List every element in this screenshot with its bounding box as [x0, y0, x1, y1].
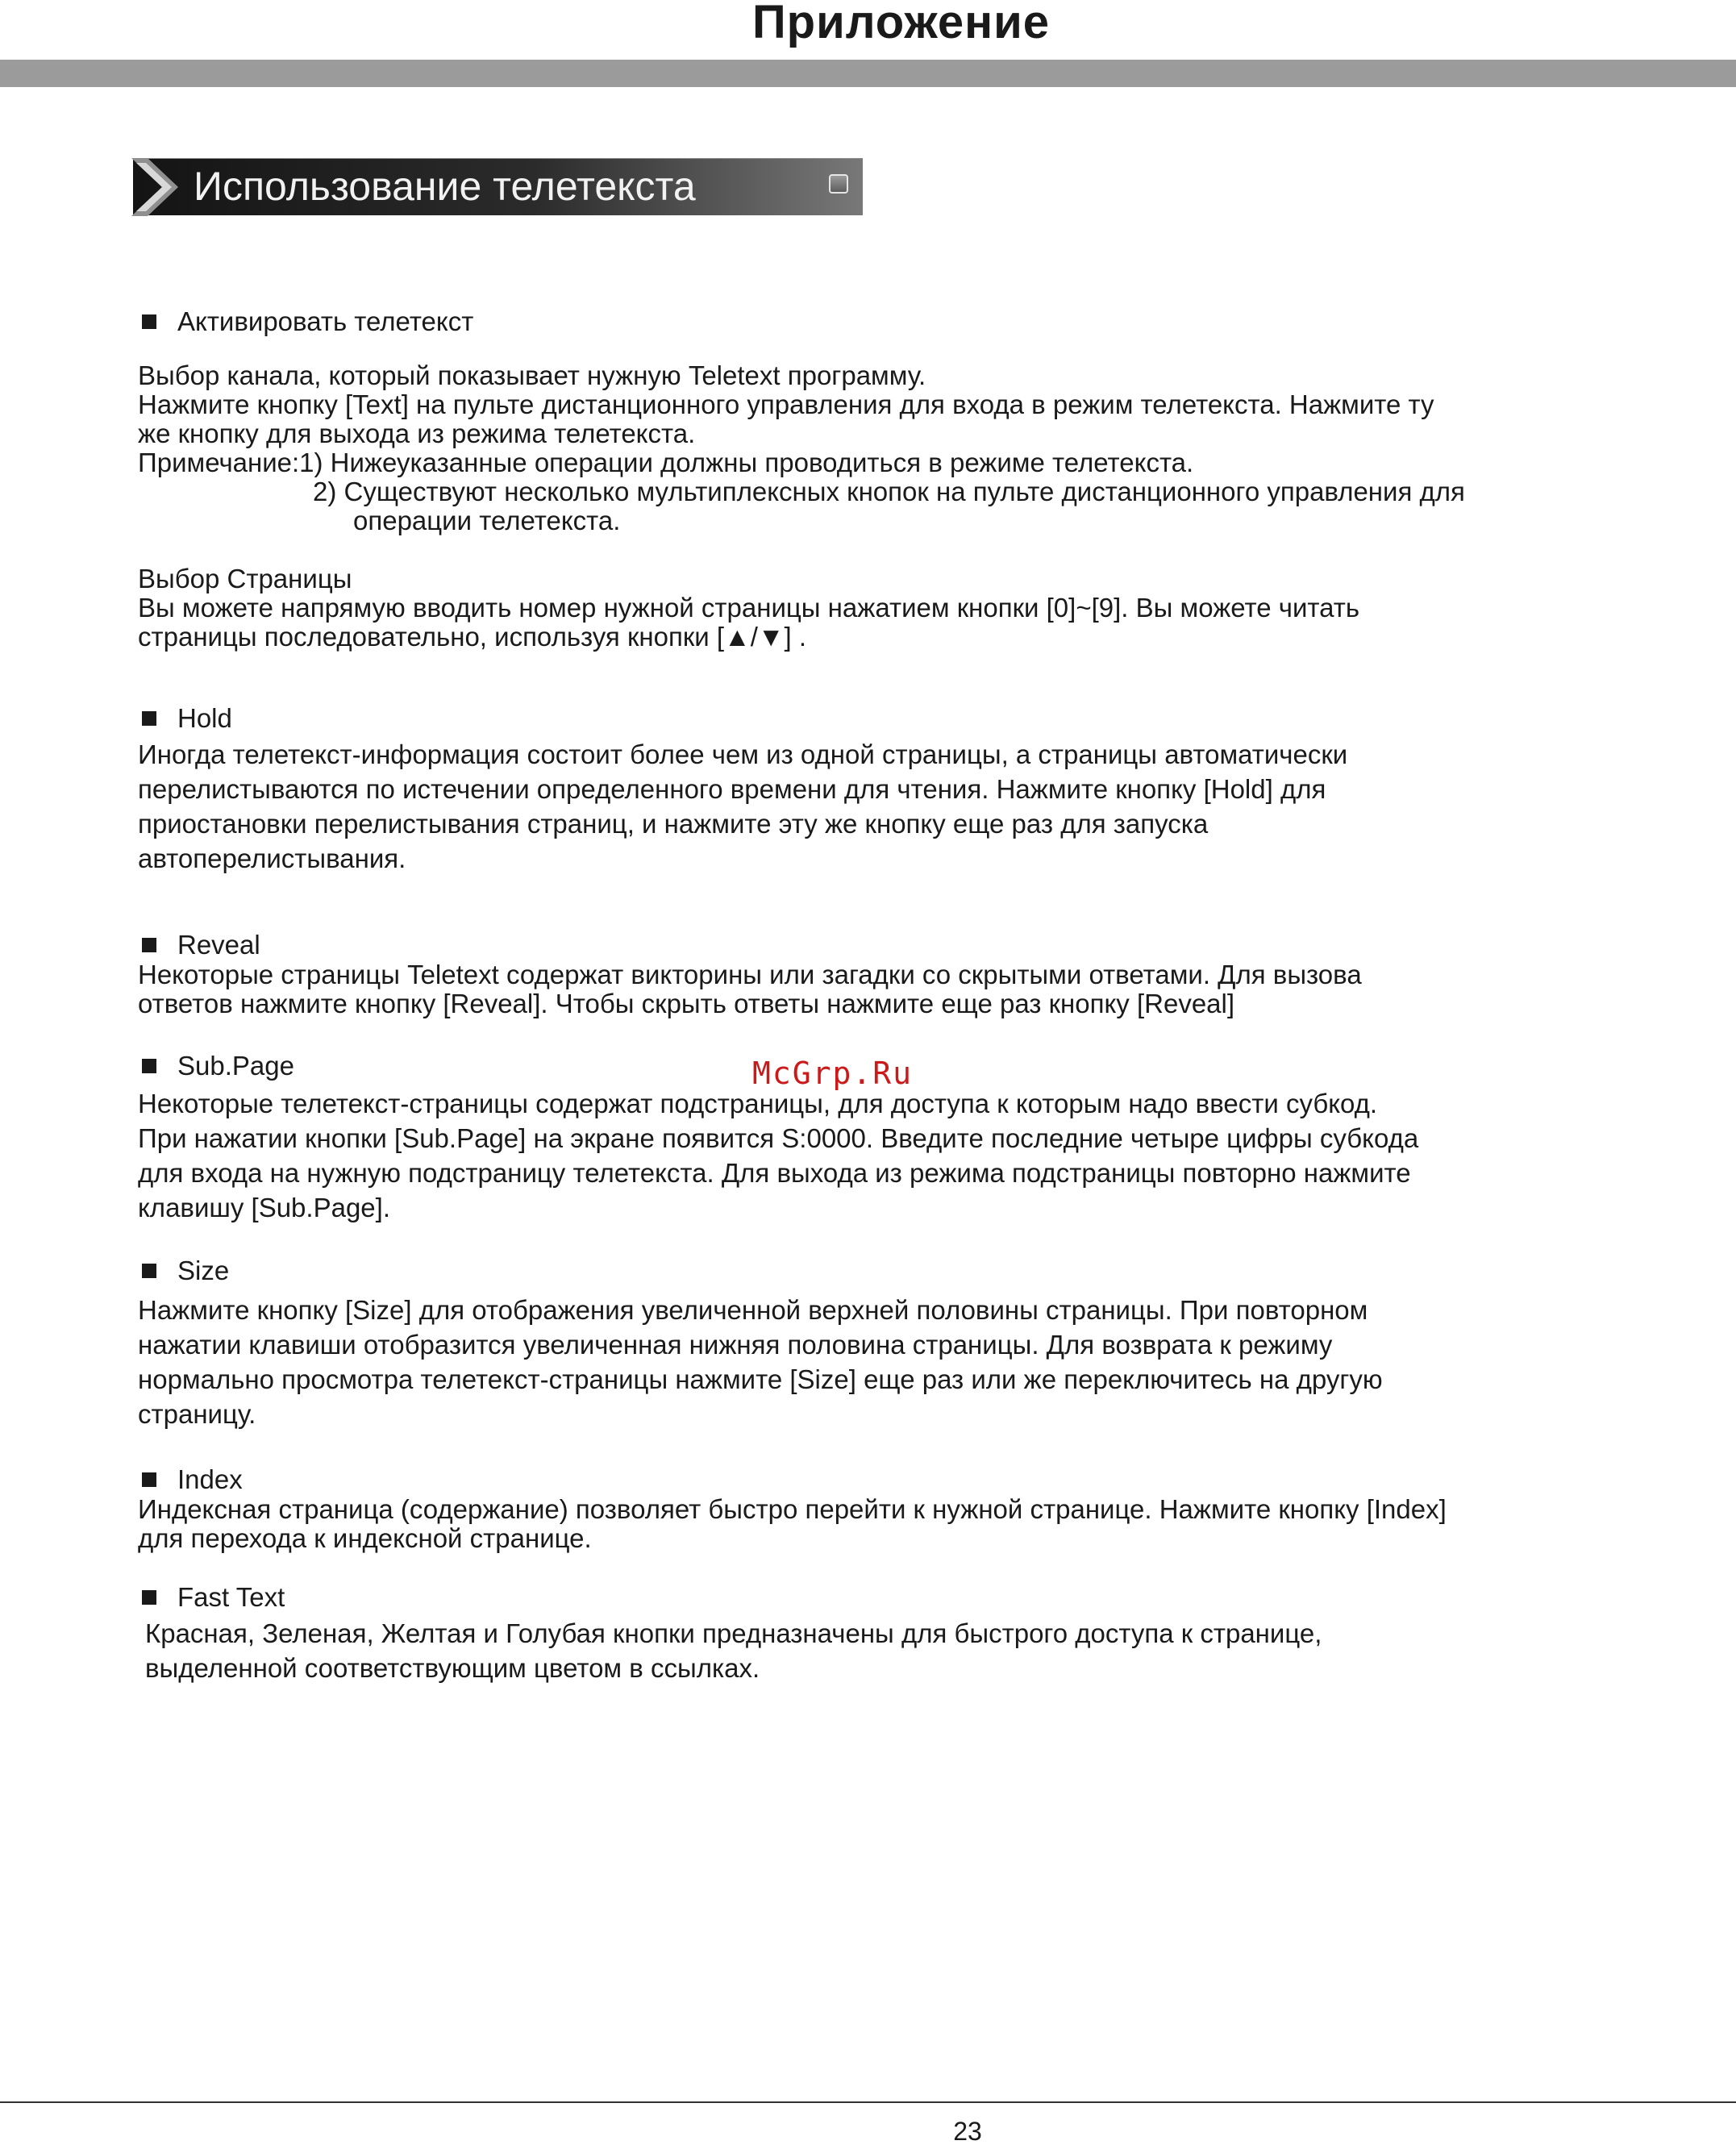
- section-heading: [138, 1464, 1589, 1495]
- text-line: же кнопку для выхода из режима телетекста.: [138, 419, 696, 448]
- section-subpage: [138, 1051, 1589, 1225]
- paragraph: [138, 1293, 1589, 1431]
- note-line: Примечание:1) Нижеуказанные операции должны проводиться в режиме телетекста.: [138, 448, 1194, 477]
- section-heading: [138, 930, 1589, 960]
- section-heading: [138, 703, 1589, 734]
- square-bullet-icon: [142, 711, 156, 726]
- paragraph: [138, 361, 1589, 535]
- square-bullet-icon: [142, 938, 156, 952]
- text-line: Красная, Зеленая, Желтая и Голубая кнопки предназначены для быстрого доступа к странице,: [145, 1618, 1322, 1648]
- page-title: Приложение: [751, 0, 1051, 48]
- square-icon: [829, 174, 848, 194]
- subheading: Выбор Страницы: [138, 564, 352, 593]
- page-number: 23: [953, 2117, 982, 2146]
- heading-text: Size: [177, 1256, 230, 1285]
- section-hold: [138, 703, 1589, 876]
- text-line: нажатии клавиши отобразится увеличенная нижняя половина страницы. Для возврата к режиму: [138, 1330, 1333, 1360]
- section-heading: [138, 306, 1589, 337]
- heading-text: Reveal: [177, 930, 260, 960]
- text-line: Иногда телетекст-информация состоит более чем из одной страницы, а страницы автоматически: [138, 739, 1348, 769]
- square-bullet-icon: [142, 1264, 156, 1278]
- watermark: McGrp.Ru: [752, 1056, 914, 1091]
- heading-text: Index: [177, 1464, 243, 1494]
- text-line: нормально просмотра телетекст-страницы нажмите [Size] еще раз или же переключитесь на другую: [138, 1364, 1383, 1394]
- paragraph: [138, 1086, 1589, 1225]
- text-line: Некоторые телетекст-страницы содержат подстраницы, для доступа к которым надо ввести субкод.: [138, 1089, 1378, 1118]
- section-fasttext: [138, 1582, 1589, 1685]
- section-heading: [138, 1051, 1589, 1081]
- paragraph: [138, 1495, 1589, 1553]
- heading-text: Fast Text: [177, 1582, 285, 1612]
- note-line: операции телетекста.: [353, 506, 621, 535]
- paragraph: [138, 737, 1589, 876]
- text-line: Некоторые страницы Teletext содержат викторины или загадки со скрытыми ответами. Для вызова: [138, 960, 1362, 989]
- chevron-right-icon: [131, 158, 181, 216]
- square-bullet-icon: [142, 314, 156, 329]
- heading-text: Активировать телетекст: [177, 306, 474, 336]
- header-bar: [0, 60, 1736, 87]
- text-line: приостановки перелистывания страниц, и нажмите эту же кнопку еще раз для запуска: [138, 809, 1209, 839]
- heading-text: Hold: [177, 703, 232, 733]
- section-title: Использование телетекста: [194, 164, 696, 209]
- square-bullet-icon: [142, 1059, 156, 1073]
- section-heading: [138, 1582, 1589, 1613]
- paragraph: [138, 564, 1589, 652]
- content: [138, 306, 1589, 1685]
- text-line: ответов нажмите кнопку [Reveal]. Чтобы скрыть ответы нажмите еще раз кнопку [Reveal]: [138, 989, 1235, 1018]
- note-line: 2) Существуют несколько мультиплексных кнопок на пульте дистанционного управления для: [313, 477, 1465, 506]
- square-bullet-icon: [142, 1472, 156, 1487]
- text-line: клавишу [Sub.Page].: [138, 1193, 390, 1222]
- text-line: Нажмите кнопку [Text] на пульте дистанционного управления для входа в режим телетекста. Нажмите ту: [138, 389, 1434, 419]
- text-line: перелистываются по истечении определенного времени для чтения. Нажмите кнопку [Hold] для: [138, 774, 1326, 804]
- text-line: Вы можете напрямую вводить номер нужной страницы нажатием кнопки [0]~[9]. Вы можете читать: [138, 593, 1360, 623]
- text-line: Выбор канала, который показывает нужную Teletext программу.: [138, 360, 926, 390]
- paragraph: [138, 1616, 1589, 1685]
- text-line: Нажмите кнопку [Size] для отображения увеличенной верхней половины страницы. При повторном: [138, 1295, 1368, 1325]
- section-index: [138, 1464, 1589, 1553]
- text-line: выделенной соответствующим цветом в ссылках.: [145, 1653, 760, 1683]
- paragraph: [138, 960, 1589, 1018]
- section-size: [138, 1256, 1589, 1431]
- square-bullet-icon: [142, 1590, 156, 1605]
- section-banner: [133, 158, 863, 215]
- text-line: страницы последовательно, используя кнопки [▲/▼] .: [138, 622, 807, 652]
- text-line: для входа на нужную подстраницу телетекста. Для выхода из режима подстраницы повторно нажмите: [138, 1158, 1411, 1188]
- section-activate: [138, 306, 1589, 652]
- text-line: для перехода к индексной странице.: [138, 1523, 592, 1553]
- text-line: автоперелистывания.: [138, 843, 406, 873]
- section-heading: [138, 1256, 1589, 1286]
- text-line: При нажатии кнопки [Sub.Page] на экране появится S:0000. Введите последние четыре цифры субкода: [138, 1123, 1419, 1153]
- page-header: [0, 0, 1736, 48]
- text-line: Индексная страница (содержание) позволяет быстро перейти к нужной странице. Нажмите кнопку [Index]: [138, 1494, 1447, 1524]
- heading-text: Sub.Page: [177, 1051, 294, 1081]
- footer-rule: [0, 2101, 1736, 2103]
- section-reveal: [138, 930, 1589, 1018]
- text-line: страницу.: [138, 1399, 256, 1429]
